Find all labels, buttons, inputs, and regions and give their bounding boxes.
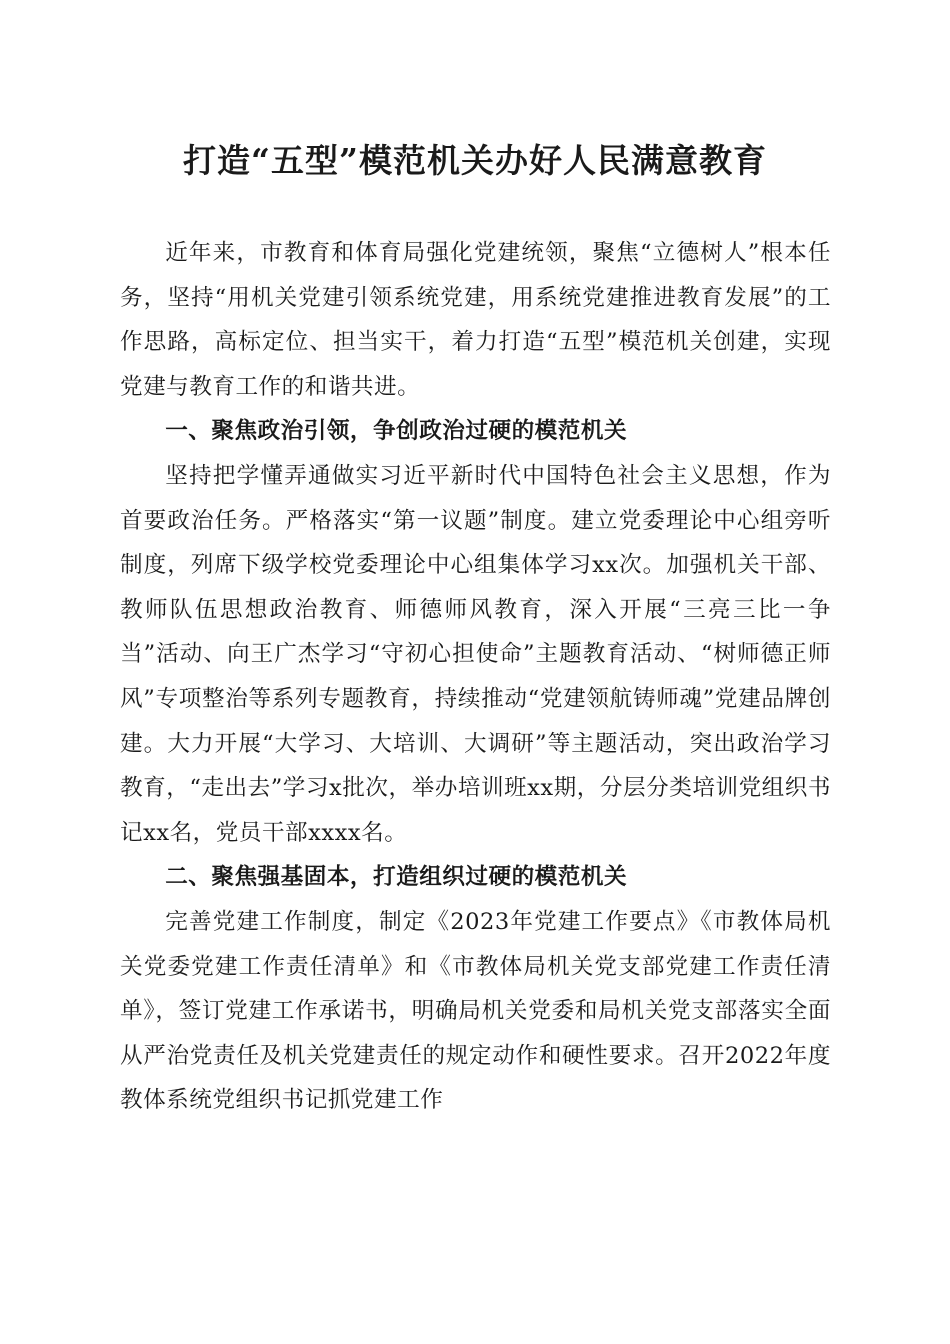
section-heading-2: 二、聚焦强基固本，打造组织过硬的模范机关 <box>165 864 628 891</box>
document-title: 打造“五型”模范机关办好人民满意教育 <box>183 141 767 180</box>
section-paragraph-1: 坚持把学懂弄通做实习近平新时代中国特色社会主义思想，作为首要政治任务。严格落实“第一议题”制度。建立党委理论中心组旁听制度，列席下级学校党委理论中心组集体学习xx次。加强机关干部、教师队伍思想政治教育、师德师风教育，深入开展“三亮三比一争当”活动、向王广杰学习“守初心担使命”主题教育活动、“树师德正师风”专项整治等系列专题教育，持续推动“党建领航铸师魂”党建品牌创建。大力开展“大学习、大培训、大调研”等主题活动，突出政治学习教育，“走出去”学习x批次，举办培训班xx期，分层分类培训党组织书记xx名，党员干部xxxx名。 <box>120 462 831 846</box>
section-paragraph-2: 完善党建工作制度，制定《2023年党建工作要点》《市教体局机关党委党建工作责任清单》和《市教体局机关党支部党建工作责任清单》，签订党建工作承诺书，明确局机关党委和局机关党支部落实全面从严治党责任及机关党建责任的规定动作和硬性要求。召开2022年度教体系统党组织书记抓党建工作 <box>120 908 831 1114</box>
document-body <box>120 231 831 1123</box>
section-heading-1: 一、聚焦政治引领，争创政治过硬的模范机关 <box>165 418 628 445</box>
intro-paragraph: 近年来，市教育和体育局强化党建统领，聚焦“立德树人”根本任务，坚持“用机关党建引领系统党建，用系统党建推进教育发展”的工作思路，高标定位、担当实干，着力打造“五型”模范机关创建，实现党建与教育工作的和谐共进。 <box>120 240 831 400</box>
